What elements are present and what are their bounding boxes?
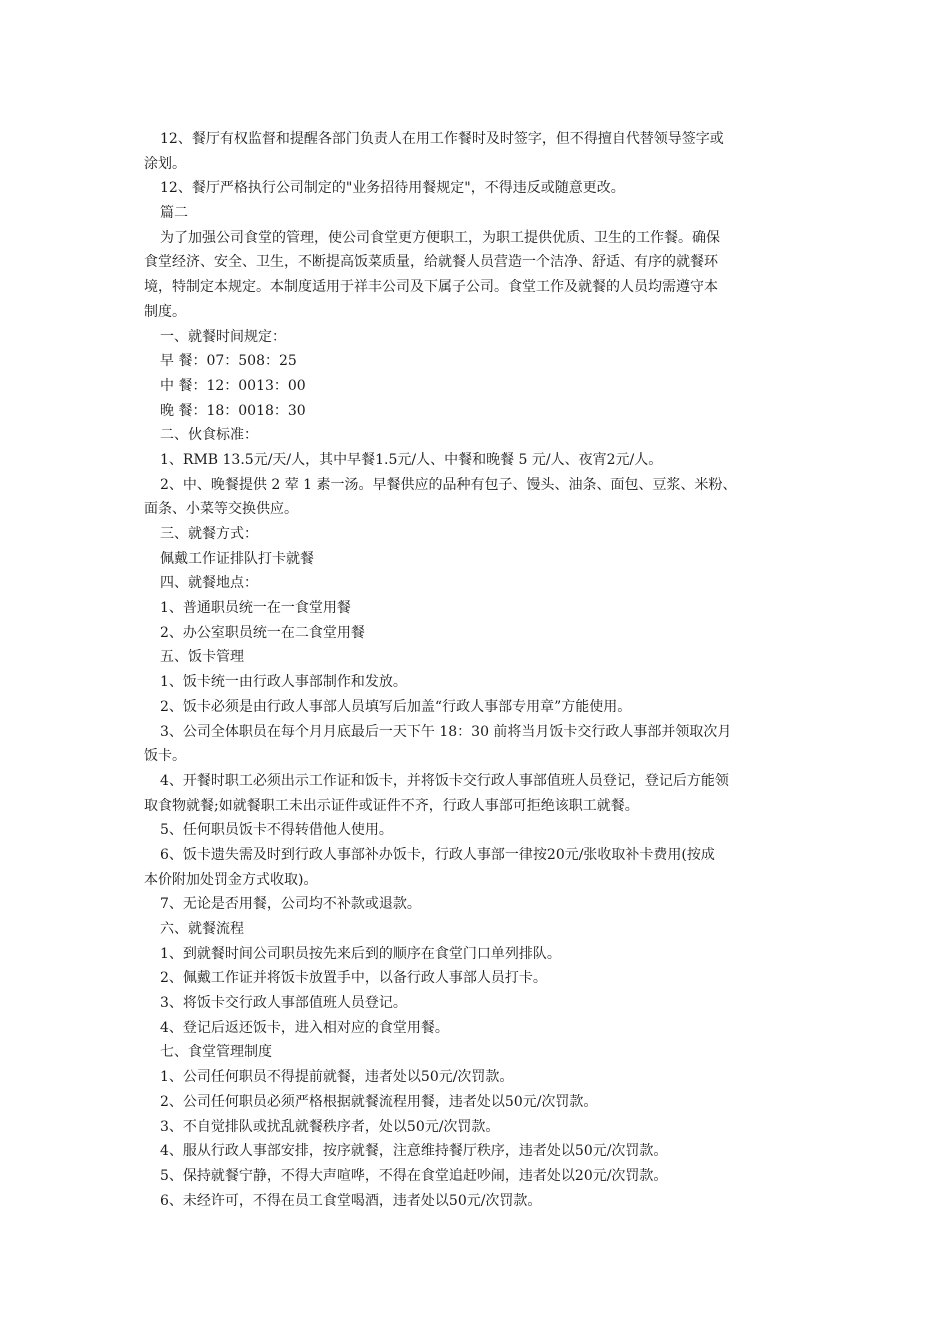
text-line: 中 餐：12：0013：00	[160, 377, 306, 394]
text-line: 4、服从行政人事部安排，按序就餐，注意维持餐厅秩序，违者处以50元/次罚款。	[160, 1143, 668, 1160]
text-line: 2、公司任何职员必须严格根据就餐流程用餐，违者处以50元/次罚款。	[160, 1093, 598, 1110]
text-line: 1、普通职员统一在一食堂用餐	[160, 600, 351, 617]
text-line: 制度。	[144, 303, 186, 320]
text-line: 面条、小菜等交换供应。	[144, 501, 298, 518]
text-line: 六、就餐流程	[160, 921, 244, 937]
text-line: 1、公司任何职员不得提前就餐，违者处以50元/次罚款。	[160, 1069, 514, 1086]
text-line: 早 餐：07：508：25	[160, 353, 297, 370]
text-line: 为了加强公司食堂的管理，使公司食堂更方便职工，为职工提供优质、卫生的工作餐。确保	[160, 229, 720, 246]
text-line: 12、餐厅严格执行公司制定的"业务招待用餐规定"，不得违反或随意更改。	[160, 180, 625, 197]
text-line: 食堂经济、安全、卫生，不断提高饭菜质量，给就餐人员营造一个洁净、舒适、有序的就餐环	[144, 254, 718, 271]
text-line: 涂划。	[144, 155, 186, 172]
text-line: 3、将饭卡交行政人事部值班人员登记。	[160, 995, 407, 1012]
text-line: 3、不自觉排队或扰乱就餐秩序者，处以50元/次罚款。	[160, 1118, 500, 1135]
text-line: 境，特制定本规定。本制度适用于祥丰公司及下属子公司。食堂工作及就餐的人员均需遵守本	[144, 279, 718, 296]
text-line: 一、就餐时间规定：	[160, 328, 286, 345]
text-line: 6、饭卡遗失需及时到行政人事部补办饭卡，行政人事部一律按20元/张收取补卡费用(按成	[160, 846, 715, 863]
text-line: 佩戴工作证排队打卡就餐	[160, 550, 314, 567]
text-line: 1、饭卡统一由行政人事部制作和发放。	[160, 674, 407, 691]
document-body	[144, 127, 824, 1213]
text-line: 5、任何职员饭卡不得转借他人使用。	[160, 822, 393, 839]
text-line: 二、伙食标准：	[160, 427, 258, 444]
text-line: 12、餐厅有权监督和提醒各部门负责人在用工作餐时及时签字，但不得擅自代替领导签字或	[160, 131, 724, 147]
text-line: 4、登记后返还饭卡，进入相对应的食堂用餐。	[160, 1019, 449, 1036]
text-line: 晚 餐：18：0018：30	[160, 402, 306, 419]
text-line: 6、未经许可，不得在员工食堂喝酒，违者处以50元/次罚款。	[160, 1192, 542, 1209]
text-line: 本价附加处罚金方式收取)。	[144, 871, 318, 888]
text-line: 七、食堂管理制度	[160, 1044, 272, 1061]
text-line: 5、保持就餐宁静，不得大声喧哗，不得在食堂追赶吵闹，违者处以20元/次罚款。	[160, 1167, 668, 1184]
text-line: 五、饭卡管理	[160, 649, 244, 666]
text-line: 2、饭卡必须是由行政人事部人员填写后加盖“行政人事部专用章”方能使用。	[160, 698, 632, 715]
text-line: 篇二	[160, 205, 188, 222]
text-line: 3、公司全体职员在每个月月底最后一天下午 18：30 前将当月饭卡交行政人事部并领取次月	[160, 723, 732, 740]
text-line: 1、RMB 13.5元/天/人，其中早餐1.5元/人、中餐和晚餐 5 元/人、夜宵2元/人。	[160, 451, 663, 468]
text-line: 7、无论是否用餐，公司均不补款或退款。	[160, 896, 421, 913]
text-line: 2、佩戴工作证并将饭卡放置手中，以备行政人事部人员打卡。	[160, 970, 547, 987]
text-line: 四、就餐地点：	[160, 575, 258, 592]
text-line: 三、就餐方式：	[160, 526, 258, 542]
text-line: 4、开餐时职工必须出示工作证和饭卡，并将饭卡交行政人事部值班人员登记，登记后方能领	[160, 772, 729, 789]
text-line: 2、中、晚餐提供 2 荤 1 素一汤。早餐供应的品种有包子、馒头、油条、面包、豆浆、米粉、	[160, 476, 737, 493]
text-line: 取食物就餐;如就餐职工未出示证件或证件不齐，行政人事部可拒绝该职工就餐。	[144, 797, 639, 814]
text-line: 饭卡。	[144, 748, 186, 765]
text-line: 1、到就餐时间公司职员按先来后到的顺序在食堂门口单列排队。	[160, 945, 561, 962]
text-line: 2、办公室职员统一在二食堂用餐	[160, 624, 365, 641]
